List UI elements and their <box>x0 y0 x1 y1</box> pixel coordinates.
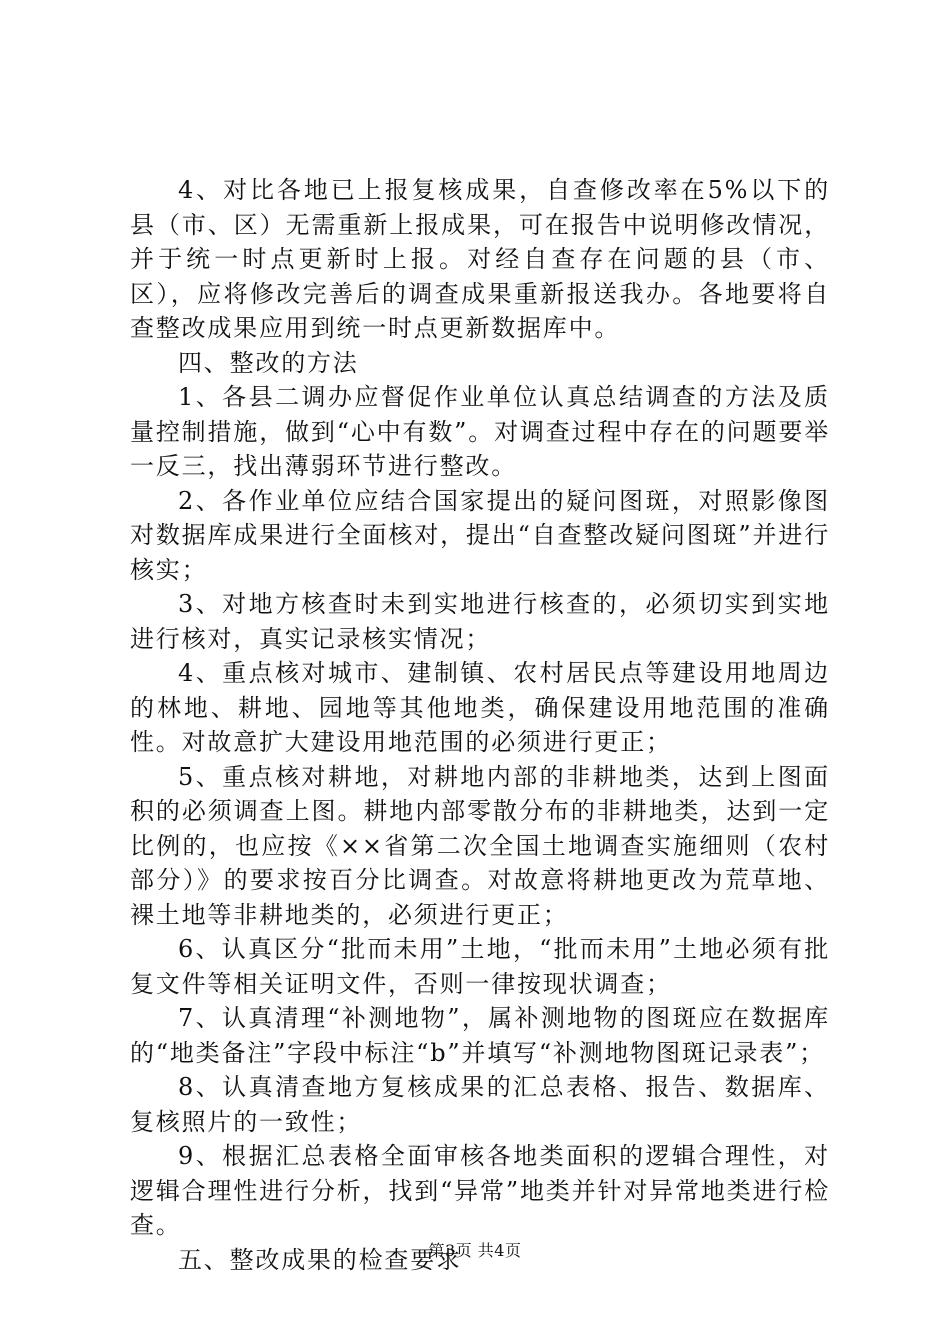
document-body <box>130 173 830 1277</box>
method-item-3: 3、对地方核查时未到实地进行核查的，必须切实到实地进行核对，真实记录核实情况； <box>130 590 830 653</box>
method-item-9: 9、根据汇总表格全面审核各地类面积的逻辑合理性，对逻辑合理性进行分析，找到“异常”地类并针对异常地类进行检查。 <box>130 1142 830 1239</box>
method-item-1: 1、各县二调办应督促作业单位认真总结调查的方法及质量控制措施，做到“心中有数”。对调查过程中存在的问题要举一反三，找出薄弱环节进行整改。 <box>130 383 830 480</box>
method-item-8: 8、认真清查地方复核成果的汇总表格、报告、数据库、复核照片的一致性； <box>130 1073 830 1136</box>
method-item-7: 7、认真清理“补测地物”，属补测地物的图斑应在数据库的“地类备注”字段中标注“b”并填写“补测地物图斑记录表”； <box>130 1004 830 1067</box>
method-item-4: 4、重点核对城市、建制镇、农村居民点等建设用地周边的林地、耕地、园地等其他地类，确保建设用地范围的准确性。对故意扩大建设用地范围的必须进行更正； <box>130 659 830 756</box>
paragraph-item-4-summary: 4、对比各地已上报复核成果，自查修改率在5%以下的县（市、区）无需重新上报成果，可在报告中说明修改情况，并于统一时点更新时上报。对经自查存在问题的县（市、区），应将修改完善后的调查成果重新报送我办。各地要将自查整改成果应用到统一时点更新数据库中。 <box>130 176 830 342</box>
method-item-6: 6、认真区分“批而未用”土地，“批而未用”土地必须有批复文件等相关证明文件，否则一律按现状调查； <box>130 935 830 998</box>
method-item-2: 2、各作业单位应结合国家提出的疑问图斑，对照影像图对数据库成果进行全面核对，提出“自查整改疑问图斑”并进行核实； <box>130 486 830 584</box>
method-item-5: 5、重点核对耕地，对耕地内部的非耕地类，达到上图面积的必须调查上图。耕地内部零散分布的非耕地类，达到一定比例的，也应按《××省第二次全国土地调查实施细则（农村部分）》的要求按百分比调查。对故意将耕地更改为荒草地、裸土地等非耕地类的，必须进行更正； <box>130 762 830 929</box>
section-heading-inspection: 五、整改成果的检查要求 <box>178 1245 462 1274</box>
section-heading-methods: 四、整改的方法 <box>178 348 359 377</box>
page-footer: 第3页 共4页 <box>428 1241 522 1260</box>
